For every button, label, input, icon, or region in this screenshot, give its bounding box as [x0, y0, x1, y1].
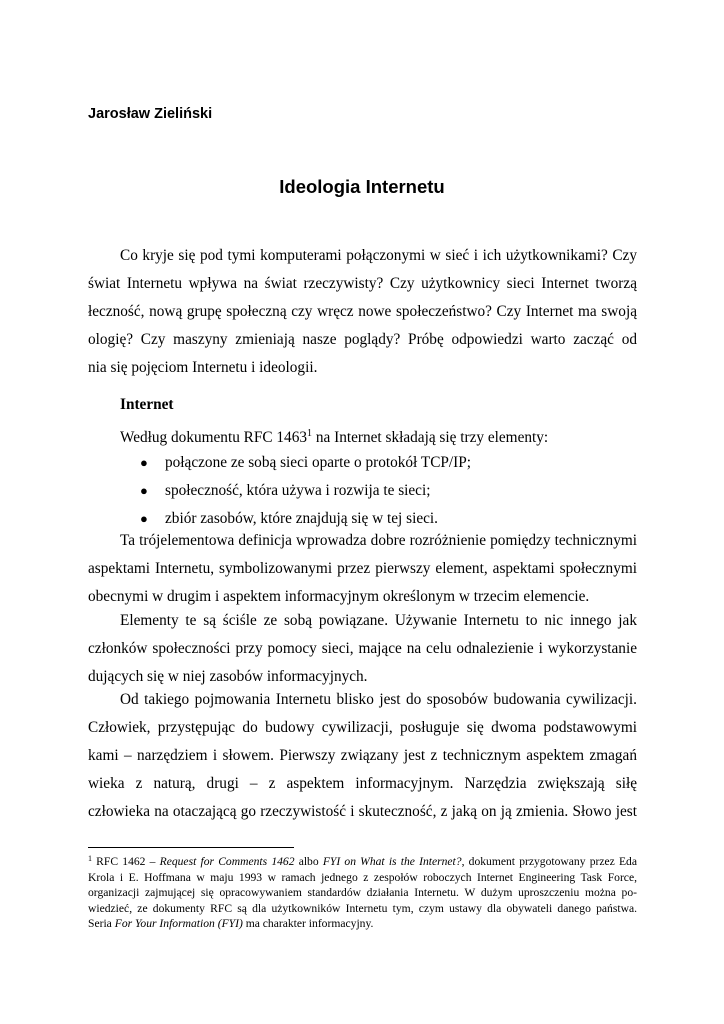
intro-line-2: świat Internetu wpływa na świat rzeczywisty? Czy użytkownicy sieci Internet tworzą: [88, 275, 637, 292]
internet-elements-list: [140, 449, 471, 533]
rfc-lead-before: Według dokumentu RFC 1463: [120, 429, 308, 446]
bullet-icon: ●: [140, 455, 148, 470]
footnote-line-5: [88, 916, 637, 932]
bullet-icon: ●: [140, 483, 148, 498]
footnote: [88, 854, 637, 932]
list-item: [140, 477, 471, 505]
footnote-separator: [88, 847, 294, 848]
paragraph-line: wieka z naturą, drugi – z aspektem informacyjnym. Narzędzia zwiększają siłę: [88, 775, 637, 792]
footnote-line-4: wiedzieć, ze dokumenty RFC są dla użytkowników Internetu tym, czym ustawy dla obywateli danego państwa.: [88, 901, 637, 915]
paragraph-definition: [88, 527, 637, 611]
list-item: [140, 449, 471, 477]
footnote-line-3: organizacji zajmującej się opracowywaniem standardów działania Internetu. W dużym uproszczeniu można po-: [88, 886, 637, 900]
paragraph-line: Od takiego pojmowania Internetu blisko jest do sposobów budowania cywilizacji.: [120, 691, 637, 708]
footnote-reference: 1: [307, 428, 313, 439]
paragraph-line: Elementy te są ściśle ze sobą powiązane. Używanie Internetu to nic innego jak: [120, 612, 637, 629]
intro-paragraph: [88, 242, 637, 382]
rfc-lead-after: na Internet składają się trzy elementy:: [312, 429, 549, 446]
paragraph-line: dujących się w niej zasobów informacyjnych.: [88, 668, 368, 685]
paragraph-line: człowieka na otaczającą go rzeczywistość i skuteczność, z jaką on ją zmienia. Słowo jest: [88, 803, 637, 820]
footnote-italic: For Your Information (FYI): [114, 917, 243, 931]
footnote-mark: 1: [88, 854, 92, 863]
footnote-text: ma charakter informacyjny.: [242, 917, 374, 931]
footnote-text: , dokument przygotowany przez Eda: [461, 855, 637, 868]
paragraph-line: Człowiek, przystępując do budowy cywilizacji, posługuje się dwoma podstawowymi: [88, 719, 637, 736]
intro-line-1: Co kryje się pod tymi komputerami połączonymi w sieć i ich użytkownikami? Czy: [120, 247, 637, 264]
intro-line-5: nia się pojęciom Internetu i ideologii.: [88, 359, 318, 376]
footnote-text: albo: [294, 855, 323, 868]
footnote-line-2: Krola i E. Hoffmana w maju 1993 w ramach jednego z zespołów roboczych Internet Engineering Task Force,: [88, 870, 637, 884]
footnote-italic: Request for Comments 1462: [159, 855, 295, 868]
paragraph-line: aspektami Internetu, symbolizowanymi przez pierwszy element, aspektami społecznymi: [88, 560, 637, 577]
list-item-text: społeczność, która używa i rozwija te sieci;: [165, 482, 431, 499]
paragraph-line: Ta trójelementowa definicja wprowadza dobre rozróżnienie pomiędzy technicznymi: [120, 532, 637, 549]
rfc-lead-sentence: [120, 424, 548, 452]
intro-line-3: łeczność, nową grupę społeczną czy wręcz nowe społeczeństwo? Czy Internet ma swoją: [88, 303, 637, 320]
author-name: Jarosław Zieliński: [88, 106, 213, 122]
footnote-text: Seria: [88, 917, 115, 931]
list-item-text: połączone ze sobą sieci oparte o protokół TCP/IP;: [165, 454, 472, 471]
footnote-italic: FYI on What is the Internet?: [322, 855, 462, 868]
footnote-line-1: [88, 854, 637, 870]
bullet-icon: ●: [140, 511, 148, 526]
paragraph-line: członków społeczności przy pomocy sieci, mające na celu odnalezienie i wykorzystanie: [88, 640, 637, 657]
list-item-text: zbiór zasobów, które znajdują się w tej sieci.: [165, 510, 438, 527]
paragraph-civilization: [88, 686, 637, 826]
section-heading-internet: Internet: [120, 396, 174, 413]
paragraph-line: kami – narzędziem i słowem. Pierwszy związany jest z technicznym aspektem zmagań: [88, 747, 637, 764]
paragraph-elements: [88, 607, 637, 691]
document-title: Ideologia Internetu: [279, 176, 445, 197]
paragraph-line: obecnymi w drugim i aspektem informacyjnym określonym w trzecim elemencie.: [88, 588, 590, 605]
footnote-text: RFC 1462 –: [92, 855, 160, 868]
intro-line-4: ologię? Czy maszyny zmieniają nasze poglądy? Próbę odpowiedzi warto zacząć od: [88, 331, 637, 348]
